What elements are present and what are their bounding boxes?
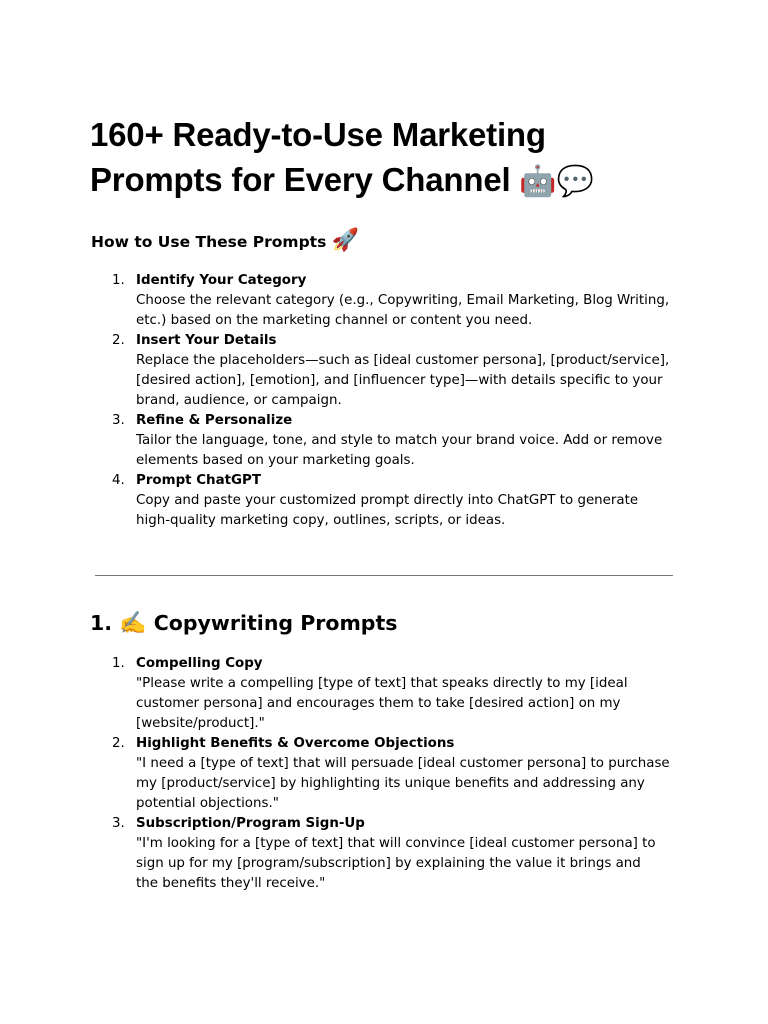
list-item-description [136, 754, 696, 814]
description-line: high-quality marketing copy, outlines, scripts, or ideas. [136, 513, 506, 528]
list-item [112, 411, 696, 471]
list-item-number: 2. [112, 333, 125, 348]
list-item-title: Insert Your Details [136, 333, 277, 348]
description-line: sign up for my [program/subscription] by explaining the value it brings and [136, 856, 641, 871]
list-item-number: 3. [112, 816, 125, 831]
copywriting-section-heading [90, 608, 397, 639]
description-line: potential objections." [136, 796, 279, 811]
description-line: "I need a [type of text] that will persuade [ideal customer persona] to purchase [136, 756, 670, 771]
description-line: [desired action], [emotion], and [influencer type]—with details specific to your [136, 373, 663, 388]
list-item-description [136, 291, 696, 331]
description-line: Tailor the language, tone, and style to match your brand voice. Add or remove [136, 433, 663, 448]
page-title [90, 112, 690, 204]
list-item-title: Identify Your Category [136, 273, 307, 288]
list-item-number: 1. [112, 273, 125, 288]
description-line: "Please write a compelling [type of text] that speaks directly to my [ideal [136, 676, 628, 691]
list-item-number: 3. [112, 413, 125, 428]
page-title-line-1: 160+ Ready-to-Use Marketing [90, 116, 546, 153]
rocket-emoji-icon: 🚀 [331, 228, 360, 253]
description-line: Copy and paste your customized prompt directly into ChatGPT to generate [136, 493, 639, 508]
how-to-heading-text: How to Use These Prompts [91, 233, 327, 251]
list-item-description [136, 834, 696, 894]
list-item [112, 471, 696, 531]
writing-hand-emoji-icon: ✍️ [119, 611, 147, 636]
list-item-description [136, 674, 696, 734]
page-title-line-2 [90, 157, 690, 204]
description-line: Choose the relevant category (e.g., Copywriting, Email Marketing, Blog Writing, [136, 293, 670, 308]
copywriting-prompts-list [112, 654, 696, 894]
section-divider [95, 575, 673, 576]
description-line: etc.) based on the marketing channel or content you need. [136, 313, 533, 328]
description-line: brand, audience, or campaign. [136, 393, 342, 408]
page-title-line-2-text: Prompts for Every Channel [90, 161, 511, 198]
list-item [112, 331, 696, 411]
list-item-number: 2. [112, 736, 125, 751]
description-line: [website/product]." [136, 716, 265, 731]
list-item-title: Prompt ChatGPT [136, 473, 261, 488]
description-line: my [product/service] by highlighting its unique benefits and addressing any [136, 776, 645, 791]
description-line: the benefits they'll receive." [136, 876, 326, 891]
list-item-number: 4. [112, 473, 125, 488]
description-line: elements based on your marketing goals. [136, 453, 415, 468]
list-item-description [136, 491, 696, 531]
description-line: Replace the placeholders—such as [ideal customer persona], [product/service], [136, 353, 670, 368]
list-item-title: Compelling Copy [136, 656, 263, 671]
section-number: 1. [90, 611, 113, 635]
description-line: "I'm looking for a [type of text] that will convince [ideal customer persona] to [136, 836, 656, 851]
how-to-steps-list [112, 271, 696, 531]
list-item [112, 814, 696, 894]
list-item-title: Highlight Benefits & Overcome Objections [136, 736, 455, 751]
section-heading-text: Copywriting Prompts [153, 611, 398, 635]
list-item [112, 271, 696, 331]
list-item-description [136, 351, 696, 411]
list-item-title: Subscription/Program Sign-Up [136, 816, 365, 831]
list-item-title: Refine & Personalize [136, 413, 293, 428]
list-item-description [136, 431, 696, 471]
list-item [112, 654, 696, 734]
list-item [112, 734, 696, 814]
robot-speech-emoji-icon: 🤖💬 [519, 165, 594, 198]
description-line: customer persona] and encourages them to take [desired action] on my [136, 696, 621, 711]
list-item-number: 1. [112, 656, 125, 671]
how-to-heading [91, 230, 359, 253]
